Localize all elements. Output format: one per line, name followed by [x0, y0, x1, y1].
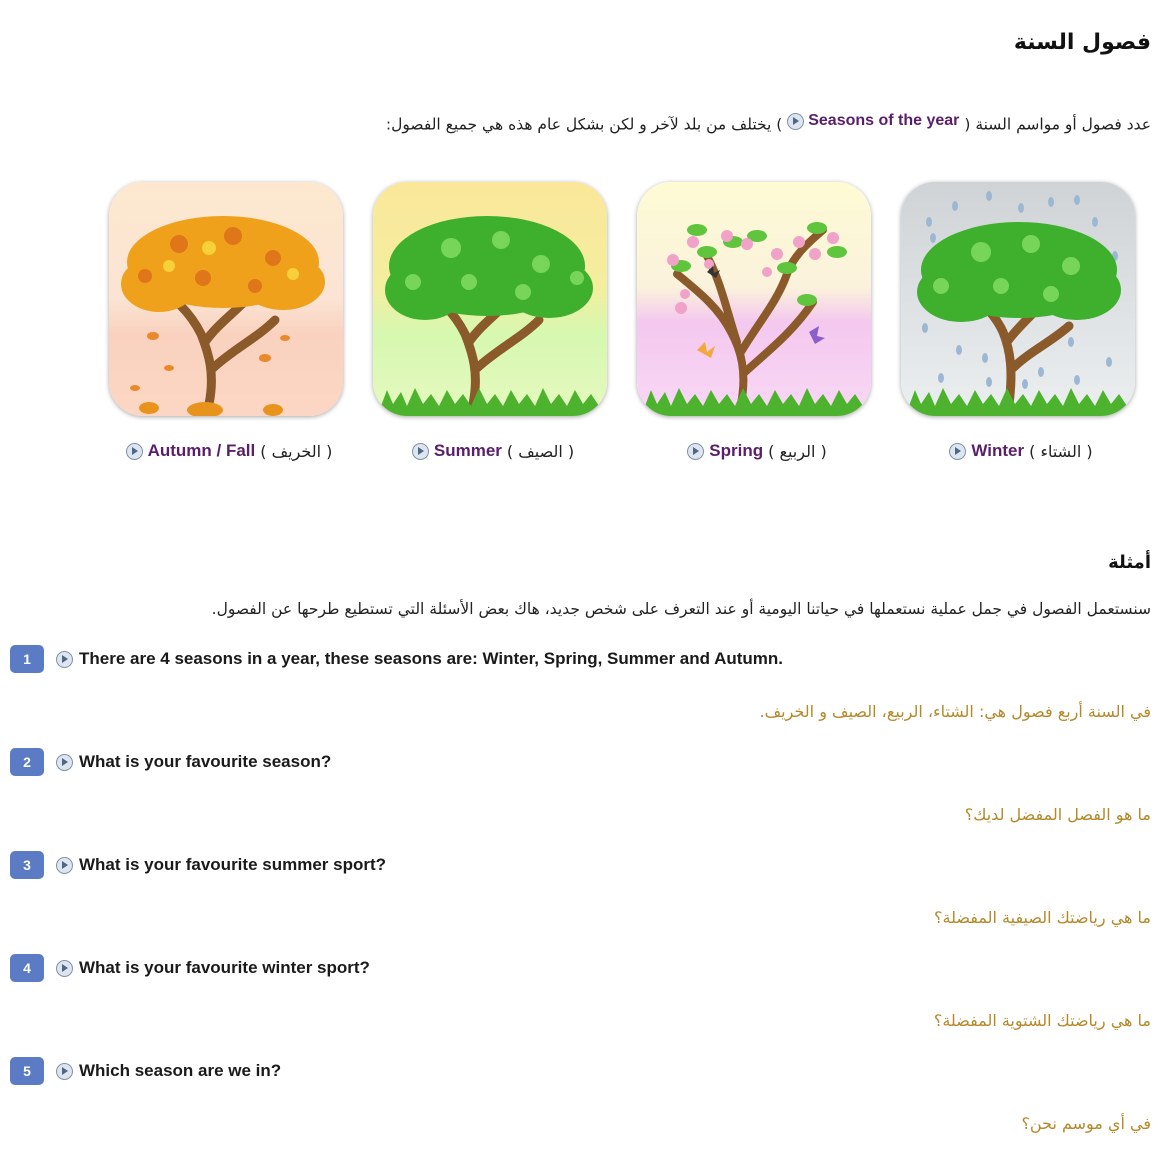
spring-image	[637, 182, 871, 416]
season-en-summer[interactable]: Summer	[433, 441, 502, 460]
season-en-winter[interactable]: Winter	[971, 441, 1025, 460]
seasons-of-year-term[interactable]: Seasons of the year	[808, 112, 960, 129]
season-en-autumn[interactable]: Autumn / Fall	[147, 441, 256, 460]
seasons-of-year-link[interactable]	[787, 108, 959, 134]
summer-image	[373, 182, 607, 416]
play-audio-icon[interactable]	[949, 443, 966, 460]
examples-heading: أمثلة	[1108, 552, 1151, 573]
play-audio-icon[interactable]	[126, 443, 143, 460]
autumn-image	[109, 182, 343, 416]
example-translation: ما هو الفصل المفضل لديك؟	[964, 805, 1151, 824]
play-audio-icon[interactable]	[412, 443, 429, 460]
example-row	[10, 748, 331, 776]
play-audio-icon[interactable]	[56, 754, 73, 771]
intro-paragraph	[31, 108, 1151, 138]
example-number-badge: 2	[10, 748, 44, 776]
example-row	[10, 1057, 281, 1085]
season-ar-winter: ( الشتاء )	[1029, 441, 1093, 461]
example-en-text: Which season are we in?	[79, 1061, 282, 1080]
intro-text-after: ) يختلف من بلد لآخر و لكن بشكل عام هذه هي جميع الفصول:	[385, 115, 783, 134]
example-translation: ما هي رياضتك الصيفية المفضلة؟	[934, 908, 1151, 927]
season-label-summer[interactable]	[343, 441, 643, 461]
example-number-badge: 5	[10, 1057, 44, 1085]
example-sentence[interactable]	[56, 649, 783, 669]
example-row	[10, 954, 370, 982]
example-sentence[interactable]	[56, 958, 370, 978]
example-number-badge: 1	[10, 645, 44, 673]
winter-image	[901, 182, 1135, 416]
example-sentence[interactable]	[56, 752, 331, 772]
page-title: فصول السنة	[1013, 30, 1151, 55]
example-sentence[interactable]	[56, 1061, 281, 1081]
season-label-winter[interactable]	[871, 441, 1161, 461]
example-number-badge: 4	[10, 954, 44, 982]
season-label-spring[interactable]	[607, 441, 907, 461]
play-audio-icon[interactable]	[56, 651, 73, 668]
example-en-text: What is your favourite summer sport?	[79, 855, 386, 874]
example-row	[10, 851, 386, 879]
example-en-text: What is your favourite season?	[79, 752, 332, 771]
season-ar-autumn: ( الخريف )	[260, 441, 333, 461]
season-ar-spring: ( الربيع )	[768, 441, 827, 461]
play-audio-icon[interactable]	[56, 857, 73, 874]
example-number-badge: 3	[10, 851, 44, 879]
example-translation: ما هي رياضتك الشتوية المفضلة؟	[933, 1011, 1151, 1030]
intro-text-before: عدد فصول أو مواسم السنة (	[964, 115, 1151, 134]
example-en-text: What is your favourite winter sport?	[79, 958, 370, 977]
example-en-text: There are 4 seasons in a year, these seasons are: Winter, Spring, Summer and Autumn.	[79, 649, 784, 668]
play-audio-icon[interactable]	[787, 113, 804, 130]
example-row	[10, 645, 783, 673]
season-ar-summer: ( الصيف )	[506, 441, 575, 461]
season-label-autumn[interactable]	[79, 441, 379, 461]
example-translation: في السنة أربع فصول هي: الشتاء، الربيع، الصيف و الخريف.	[759, 702, 1151, 721]
season-en-spring[interactable]: Spring	[709, 441, 764, 460]
example-translation: في أي موسم نحن؟	[1021, 1114, 1151, 1133]
play-audio-icon[interactable]	[56, 1063, 73, 1080]
play-audio-icon[interactable]	[687, 443, 704, 460]
play-audio-icon[interactable]	[56, 960, 73, 977]
examples-intro: سنستعمل الفصول في جمل عملية نستعملها في حياتنا اليومية أو عند التعرف على شخص جديد، هاك بعض الأسئلة التي تستطيع طرحها عن الفصول.	[211, 600, 1151, 618]
example-sentence[interactable]	[56, 855, 386, 875]
